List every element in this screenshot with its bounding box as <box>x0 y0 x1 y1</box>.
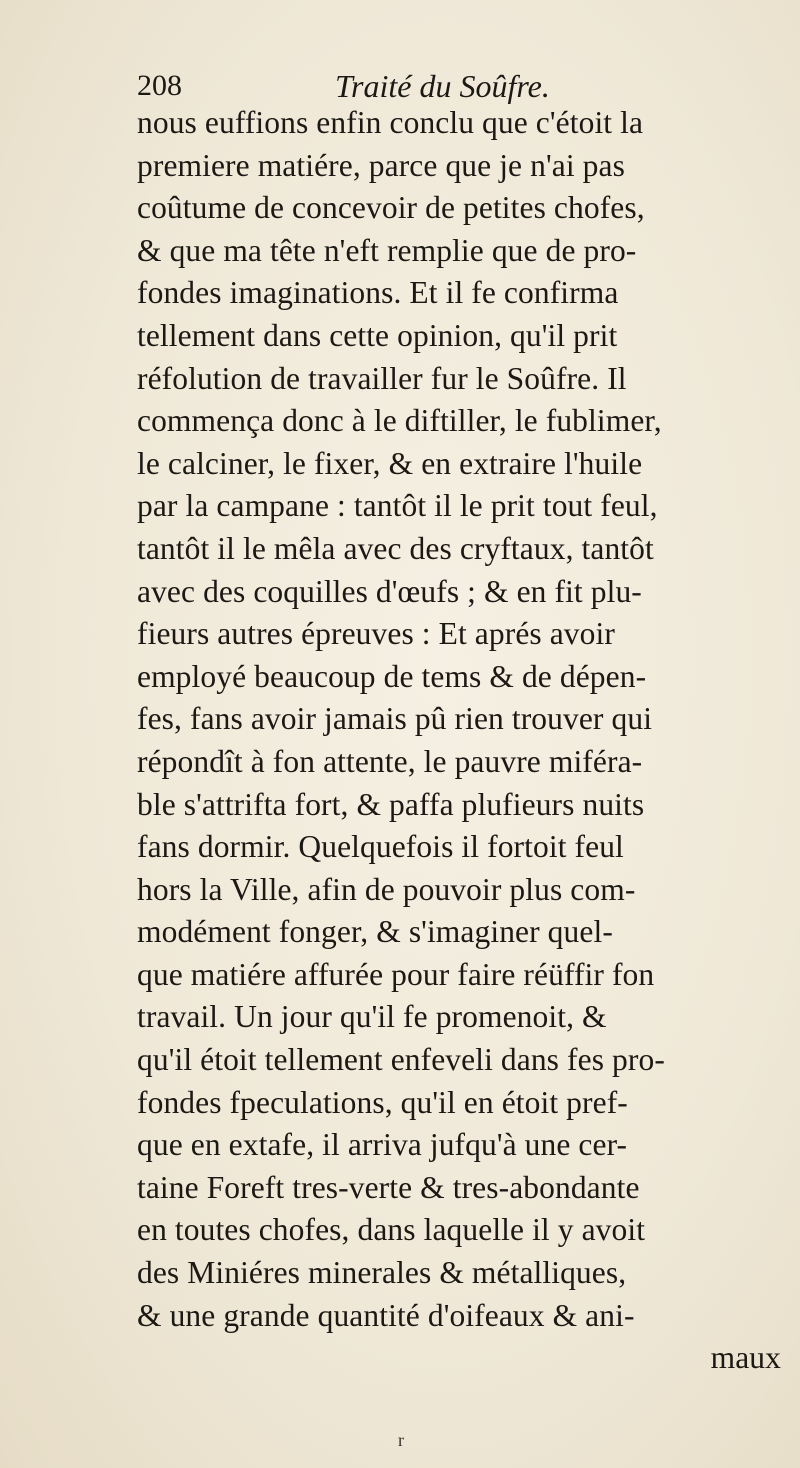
text-line: nous euffions enfin conclu que c'étoit la <box>137 105 644 140</box>
text-line: tantôt il le mêla avec des cryftaux, tantôt <box>137 530 654 566</box>
text-line: des Miniéres minerales & métalliques, <box>137 1255 627 1291</box>
text-line: tellement dans cette opinion, qu'il prit <box>137 317 618 353</box>
text-line: fondes imaginations. Et il fe confirma <box>137 275 619 311</box>
text-line: & une grande quantité d'oifeaux & ani- <box>137 1297 635 1333</box>
text-line: taine Foreft tres-verte & tres-abondante <box>137 1169 640 1205</box>
text-line: fondes fpeculations, qu'il en étoit pref- <box>137 1084 628 1120</box>
text-line: travail. Un jour qu'il fe promenoit, & <box>137 999 607 1035</box>
text-line: fes, fans avoir jamais pû rien trouver qui <box>137 701 653 737</box>
text-line: & que ma tête n'eft remplie que de pro- <box>137 232 637 268</box>
margin-mark: r <box>398 1430 404 1450</box>
text-line: ble s'attrifta fort, & paffa plufieurs nuits <box>137 786 645 822</box>
text-line: fieurs autres épreuves : Et aprés avoir <box>137 616 615 652</box>
running-title: Traité du Soûfre. <box>335 68 550 104</box>
text-line: premiere matiére, parce que je n'ai pas <box>137 147 625 183</box>
text-line: avec des coquilles d'œufs ; & en fit plu- <box>137 573 642 609</box>
text-line: répondît à fon attente, le pauvre miféra- <box>137 743 643 779</box>
catchword: maux <box>710 1340 781 1376</box>
text-line: que en extafe, il arriva jufqu'à une cer- <box>137 1127 628 1163</box>
text-line: que matiére affurée pour faire réüffir fon <box>137 956 655 992</box>
body-text <box>137 102 797 1380</box>
text-line: modément fonger, & s'imaginer quel- <box>137 914 613 950</box>
text-line: par la campane : tantôt il le prit tout feul, <box>137 488 658 524</box>
text-line: commença donc à le diftiller, le fublimer, <box>137 403 662 439</box>
text-line: qu'il étoit tellement enfeveli dans fes pro- <box>137 1042 665 1078</box>
text-line: employé beaucoup de tems & de dépen- <box>137 658 647 694</box>
text-line: en toutes chofes, dans laquelle il y avoit <box>137 1212 646 1248</box>
text-line: hors la Ville, afin de pouvoir plus com- <box>137 871 636 907</box>
page-number: 208 <box>137 69 182 102</box>
running-head <box>137 66 697 106</box>
text-line: fans dormir. Quelquefois il fortoit feul <box>137 829 624 865</box>
text-line: le calciner, le fixer, & en extraire l'huile <box>137 445 643 481</box>
text-line: réfolution de travailler fur le Soûfre. Il <box>137 360 627 396</box>
text-line: coûtume de concevoir de petites chofes, <box>137 190 645 226</box>
